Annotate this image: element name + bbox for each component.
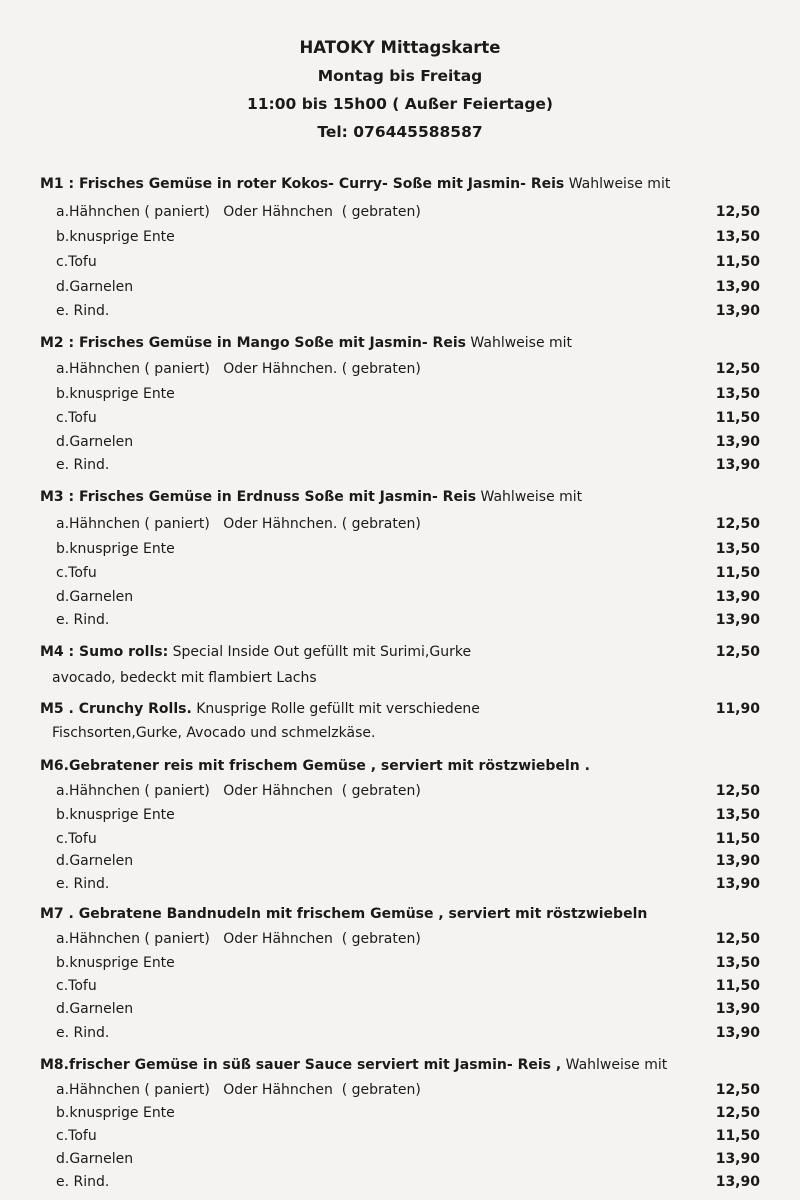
menu-option-row bbox=[56, 432, 760, 452]
menu-option-row bbox=[56, 227, 760, 247]
option-price: 13,90 bbox=[715, 853, 760, 869]
option-price: 13,90 bbox=[715, 612, 760, 628]
dish-name: M3 : Frisches Gemüse in Erdnuss Soße mit Jasmin- Reis bbox=[40, 489, 477, 505]
option-label: e. Rind. bbox=[56, 1174, 110, 1190]
menu-option-row bbox=[56, 976, 760, 996]
option-label: d.Garnelen bbox=[56, 589, 134, 605]
menu-option-row bbox=[56, 999, 760, 1019]
option-label: c.Tofu bbox=[56, 410, 97, 426]
option-price: 12,50 bbox=[715, 783, 760, 799]
opening-days: Montag bis Freitag bbox=[317, 67, 483, 85]
option-price: 13,90 bbox=[715, 434, 760, 450]
option-price: 13,50 bbox=[715, 386, 760, 402]
dish-description: Knusprige Rolle gefüllt mit verschiedene bbox=[191, 701, 480, 717]
dish-title bbox=[40, 756, 700, 776]
option-price: 13,50 bbox=[715, 955, 760, 971]
dish-price: 12,50 bbox=[715, 644, 760, 660]
option-label: c.Tofu bbox=[56, 254, 97, 270]
menu-option-row bbox=[56, 805, 760, 825]
menu-option-row bbox=[56, 1023, 760, 1043]
menu-option-row bbox=[56, 455, 760, 475]
dish-description: Wahlweise mit bbox=[561, 1057, 668, 1073]
option-price: 13,90 bbox=[715, 279, 760, 295]
option-label: d.Garnelen bbox=[56, 853, 134, 869]
option-label: d.Garnelen bbox=[56, 434, 134, 450]
option-label: a.Hähnchen ( paniert) Oder Hähnchen. ( gebraten) bbox=[56, 516, 421, 532]
menu-option-row bbox=[56, 1126, 760, 1146]
option-label: a.Hähnchen ( paniert) Oder Hähnchen ( gebraten) bbox=[56, 783, 421, 799]
option-label: e. Rind. bbox=[56, 1025, 110, 1041]
dish-price: 11,90 bbox=[715, 701, 760, 717]
option-price: 12,50 bbox=[715, 361, 760, 377]
dish-title bbox=[40, 174, 700, 194]
option-label: a.Hähnchen ( paniert) Oder Hähnchen. ( gebraten) bbox=[56, 361, 421, 377]
option-price: 13,90 bbox=[715, 457, 760, 473]
option-label: b.knusprige Ente bbox=[56, 386, 175, 402]
option-price: 13,50 bbox=[715, 807, 760, 823]
menu-option-row bbox=[56, 301, 760, 321]
option-price: 13,90 bbox=[715, 876, 760, 892]
option-price: 13,90 bbox=[715, 1174, 760, 1190]
menu-option-row bbox=[56, 408, 760, 428]
phone-number: Tel: 076445588587 bbox=[317, 123, 483, 141]
menu-option-row bbox=[56, 953, 760, 973]
option-price: 13,90 bbox=[715, 589, 760, 605]
option-label: b.knusprige Ente bbox=[56, 807, 175, 823]
option-label: c.Tofu bbox=[56, 1128, 97, 1144]
dish-name: M4 : Sumo rolls: bbox=[40, 644, 169, 660]
option-label: a.Hähnchen ( paniert) Oder Hähnchen ( gebraten) bbox=[56, 931, 421, 947]
dish-description-continued: Fischsorten,Gurke, Avocado und schmelzkäse. bbox=[52, 725, 376, 741]
menu-option-row bbox=[56, 610, 760, 630]
menu-option-row bbox=[56, 202, 760, 222]
option-label: c.Tofu bbox=[56, 565, 97, 581]
option-price: 13,50 bbox=[715, 541, 760, 557]
option-price: 12,50 bbox=[715, 1105, 760, 1121]
menu-option-row bbox=[56, 1080, 760, 1100]
menu-option-row bbox=[56, 563, 760, 583]
option-label: e. Rind. bbox=[56, 303, 110, 319]
dish-title bbox=[40, 1055, 700, 1075]
option-price: 11,50 bbox=[715, 410, 760, 426]
option-price: 11,50 bbox=[715, 978, 760, 994]
dish-title bbox=[40, 487, 700, 507]
menu-option-row bbox=[56, 359, 760, 379]
dish-title bbox=[40, 333, 700, 353]
option-price: 13,90 bbox=[715, 303, 760, 319]
option-label: d.Garnelen bbox=[56, 1151, 134, 1167]
menu-option-row bbox=[56, 539, 760, 559]
option-label: b.knusprige Ente bbox=[56, 541, 175, 557]
menu-option-row bbox=[56, 587, 760, 607]
option-label: a.Hähnchen ( paniert) Oder Hähnchen ( gebraten) bbox=[56, 204, 421, 220]
menu-option-row bbox=[56, 1103, 760, 1123]
dish-description: Special Inside Out gefüllt mit Surimi,Gurke bbox=[168, 644, 472, 660]
option-label: e. Rind. bbox=[56, 612, 110, 628]
option-price: 11,50 bbox=[715, 831, 760, 847]
menu-option-row bbox=[56, 851, 760, 871]
dish-description: Wahlweise mit bbox=[465, 335, 573, 351]
dish-description: Wahlweise mit bbox=[476, 489, 583, 505]
option-label: b.knusprige Ente bbox=[56, 955, 175, 971]
option-price: 12,50 bbox=[715, 1082, 760, 1098]
option-label: a.Hähnchen ( paniert) Oder Hähnchen ( gebraten) bbox=[56, 1082, 421, 1098]
dish-title bbox=[40, 904, 700, 924]
menu-option-row bbox=[56, 1172, 760, 1192]
menu-option-row bbox=[56, 252, 760, 272]
menu-option-row bbox=[56, 781, 760, 801]
option-price: 12,50 bbox=[715, 516, 760, 532]
option-price: 12,50 bbox=[715, 204, 760, 220]
option-price: 12,50 bbox=[715, 931, 760, 947]
menu-option-row bbox=[56, 874, 760, 894]
dish-title bbox=[40, 699, 700, 719]
option-label: d.Garnelen bbox=[56, 279, 134, 295]
menu-header bbox=[0, 34, 800, 146]
option-label: c.Tofu bbox=[56, 831, 97, 847]
option-label: e. Rind. bbox=[56, 876, 110, 892]
option-price: 11,50 bbox=[715, 565, 760, 581]
option-price: 13,90 bbox=[715, 1151, 760, 1167]
option-price: 13,90 bbox=[715, 1001, 760, 1017]
menu-option-row bbox=[56, 829, 760, 849]
dish-description: Wahlweise mit bbox=[564, 176, 671, 192]
opening-hours: 11:00 bis 15h00 ( Außer Feiertage) bbox=[246, 95, 554, 113]
dish-name: M6.Gebratener reis mit frischem Gemüse , serviert mit röstzwiebeln . bbox=[40, 758, 590, 774]
option-price: 13,90 bbox=[715, 1025, 760, 1041]
menu-option-row bbox=[56, 277, 760, 297]
menu-option-row bbox=[56, 1149, 760, 1169]
dish-description-continued: avocado, bedeckt mit flambiert Lachs bbox=[52, 670, 317, 686]
dish-name: M2 : Frisches Gemüse in Mango Soße mit Jasmin- Reis bbox=[40, 335, 466, 351]
option-label: c.Tofu bbox=[56, 978, 97, 994]
dish-name: M8.frischer Gemüse in süß sauer Sauce serviert mit Jasmin- Reis , bbox=[40, 1057, 562, 1073]
menu-option-row bbox=[56, 514, 760, 534]
page-title: HATOKY Mittagskarte bbox=[299, 38, 501, 57]
option-price: 13,50 bbox=[715, 229, 760, 245]
dish-title bbox=[40, 642, 700, 662]
dish-name: M1 : Frisches Gemüse in roter Kokos- Curry- Soße mit Jasmin- Reis bbox=[40, 176, 565, 192]
option-price: 11,50 bbox=[715, 254, 760, 270]
menu-option-row bbox=[56, 929, 760, 949]
option-label: e. Rind. bbox=[56, 457, 110, 473]
menu-option-row bbox=[56, 384, 760, 404]
option-label: d.Garnelen bbox=[56, 1001, 134, 1017]
dish-name: M7 . Gebratene Bandnudeln mit frischem Gemüse , serviert mit röstzwiebeln bbox=[40, 906, 648, 922]
option-label: b.knusprige Ente bbox=[56, 229, 175, 245]
option-label: b.knusprige Ente bbox=[56, 1105, 175, 1121]
dish-name: M5 . Crunchy Rolls. bbox=[40, 701, 192, 717]
option-price: 11,50 bbox=[715, 1128, 760, 1144]
